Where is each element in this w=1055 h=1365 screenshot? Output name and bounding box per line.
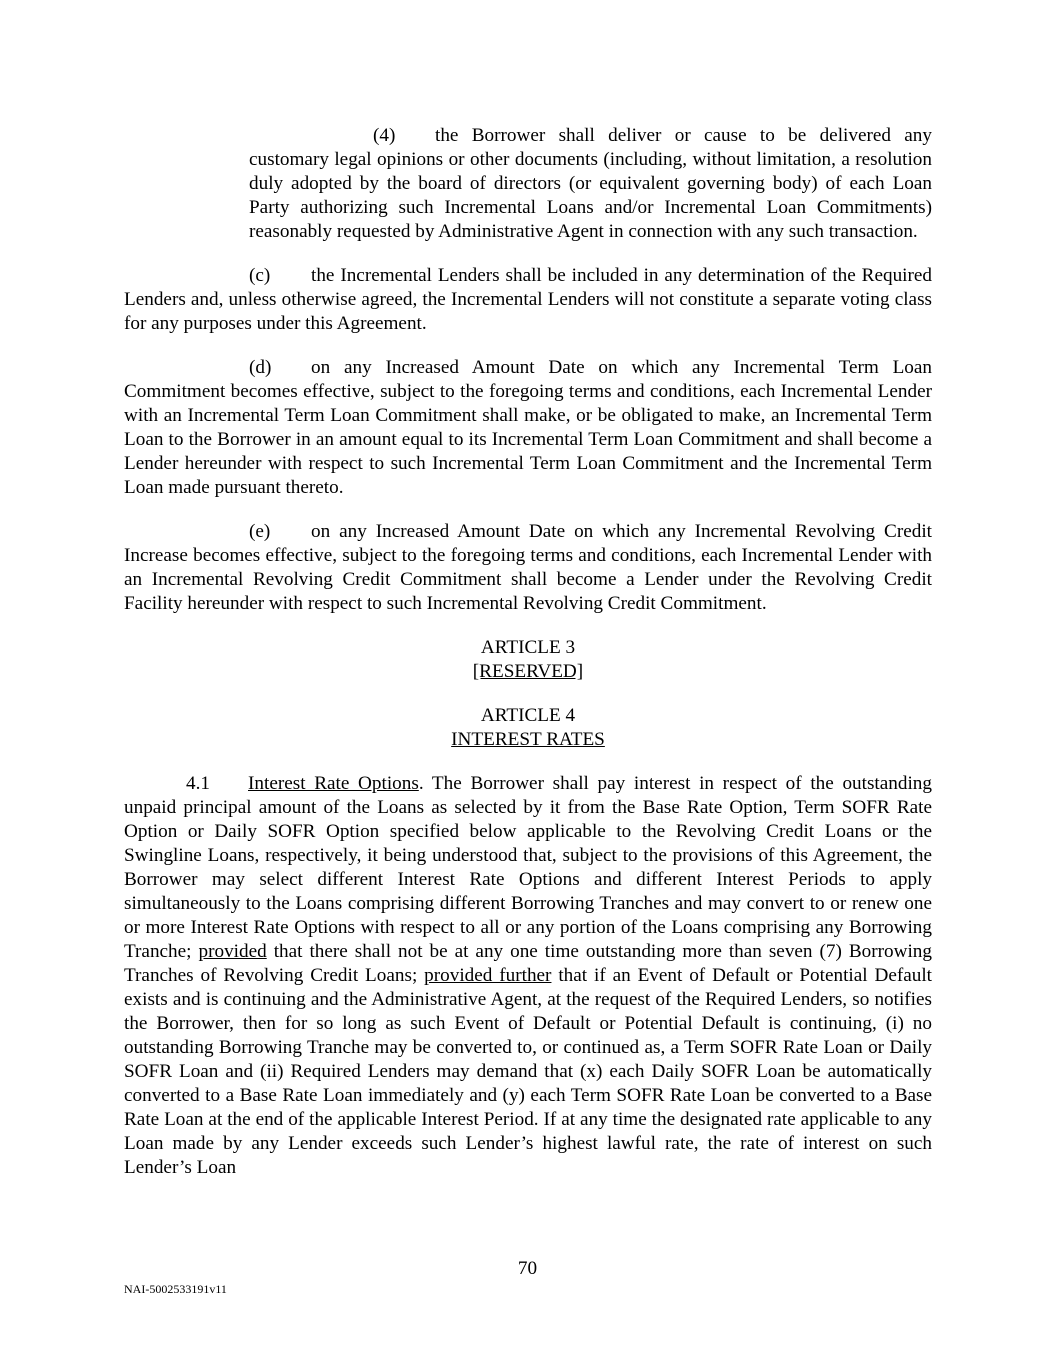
section-text: that if an Event of Default or Potential Default exists and is continuing and the Administrative Agent, at the request of the Required Lenders, so notifies the Borrower, then for so long as such Event of Default or Potential Default is continuing, (i) no outstanding Borrowing Tranche may be converted to, or continued as, a Term SOFR Rate Loan or Daily SOFR Loan and (ii) Required Lenders may demand that (x) each Daily SOFR Loan be automatically converted to a Base Rate Loan immediately and (y) each Term SOFR Rate Loan be converted to a Base Rate Loan at the end of the applicable Interest Period. If at any time the designated rate applicable to any Loan made by any Lender exceeds such Lender’s highest lawful rate, the rate of interest on such Lender’s Loan (124, 965, 932, 1178)
paragraph-c (124, 264, 932, 336)
proviso-term: provided further (424, 965, 552, 986)
document-id: NAI-5002533191v11 (124, 1282, 227, 1296)
paragraph-number: (4) (373, 125, 396, 146)
article-label: ARTICLE 3 (480, 637, 576, 658)
paragraph-text: the Borrower shall deliver or cause to be delivered any customary legal opinions or other documents (including, without limitation, a resolution duly adopted by the board of directors (or equivalent governing body) of each Loan Party authorizing such Incremental Loans and/or Incremental Loan Commitments) reasonably requested by Administrative Agent in connection with any such transaction. (249, 125, 932, 242)
article-title: INTEREST RATES (451, 729, 605, 750)
paragraph-4 (249, 124, 932, 244)
article-title: [RESERVED] (472, 661, 584, 682)
paragraph-text: on any Increased Amount Date on which any Incremental Term Loan Commitment becomes effective, subject to the foregoing terms and conditions, each Incremental Lender with an Incremental Term Loan Commitment shall make, or be obligated to make, an Incremental Term Loan to the Borrower in an amount equal to its Incremental Term Loan Commitment and shall become a Lender hereunder with respect to such Incremental Term Loan Commitment and the Incremental Term Loan made pursuant thereto. (124, 357, 932, 498)
document-page (124, 124, 932, 1200)
article-3-heading (124, 636, 932, 684)
section-number: 4.1 (186, 773, 210, 794)
paragraph-number: (d) (249, 357, 272, 378)
article-label: ARTICLE 4 (480, 705, 576, 726)
proviso-term: provided (198, 941, 267, 962)
page-number: 70 (517, 1258, 538, 1279)
paragraph-d (124, 356, 932, 500)
section-heading: Interest Rate Options (248, 773, 419, 794)
paragraph-number: (e) (249, 521, 271, 542)
paragraph-text: on any Increased Amount Date on which any Incremental Revolving Credit Increase becomes effective, subject to the foregoing terms and conditions, each Incremental Lender with an Incremental Revolving Credit Commitment shall become a Lender under the Revolving Credit Facility hereunder with respect to such Incremental Revolving Credit Commitment. (124, 521, 932, 614)
paragraph-e (124, 520, 932, 616)
section-4-1 (124, 772, 932, 1180)
paragraph-text: the Incremental Lenders shall be included in any determination of the Required Lenders and, unless otherwise agreed, the Incremental Lenders will not constitute a separate voting class for any purposes under this Agreement. (124, 265, 932, 334)
paragraph-number: (c) (249, 265, 271, 286)
section-text: that there shall not be at any one time outstanding more than seven (7) Borrowing Tranches of Revolving Credit Loans; (124, 941, 932, 986)
section-text: . The Borrower shall pay interest in respect of the outstanding unpaid principal amount of the Loans as selected by it from the Base Rate Option, Term SOFR Rate Option or Daily SOFR Option specified below applicable to the Revolving Credit Loans or the Swingline Loans, respectively, it being understood that, subject to the provisions of this Agreement, the Borrower may select different Interest Rate Options and different Interest Periods to apply simultaneously to the Loans comprising different Borrowing Tranches and may convert to or renew one or more Interest Rate Options with respect to all or any portion of the Loans comprising any Borrowing Tranche; (124, 773, 932, 962)
article-4-heading (124, 704, 932, 752)
